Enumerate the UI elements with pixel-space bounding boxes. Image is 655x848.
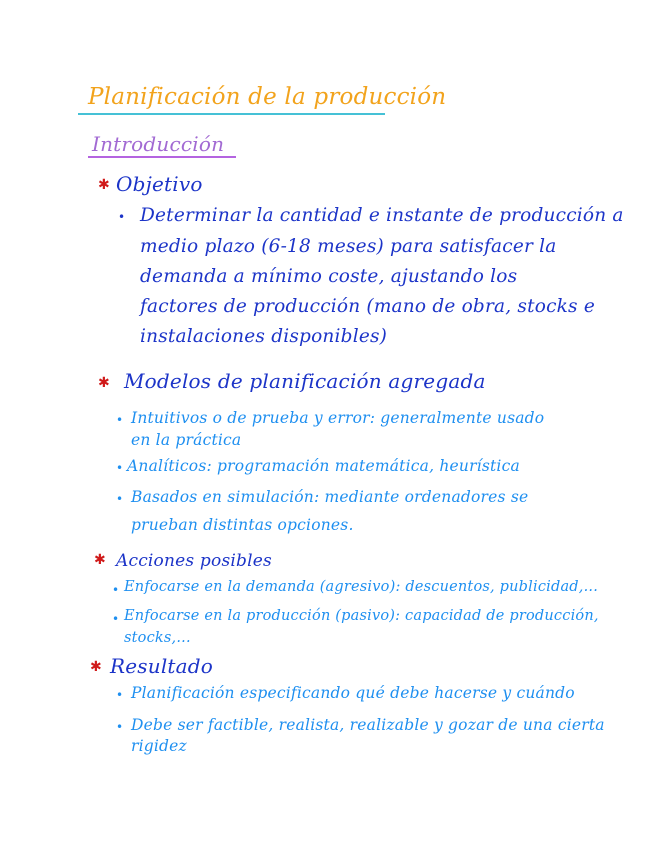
objetivo-line-4: factores de producción (mano de obra, stocks e <box>140 296 595 317</box>
bullet-dot-icon: • <box>116 461 124 475</box>
modelos-item-1-line-1: Intuitivos o de prueba y error: generalmente usado <box>131 409 545 427</box>
objetivo-line-1: Determinar la cantidad e instante de producción a <box>140 205 624 226</box>
subtitle-underline <box>88 156 236 158</box>
objetivo-line-3: demanda a mínimo coste, ajustando los <box>140 266 518 287</box>
resultado-item-2-line-1: Debe ser factible, realista, realizable y gozar de una cierta <box>131 716 605 734</box>
acciones-item-2-line-1: Enfocarse en la producción (pasivo): capacidad de producción, <box>124 608 599 624</box>
red-bullet-icon: ✱ <box>98 177 110 193</box>
modelos-item-1-line-2: en la práctica <box>131 431 242 449</box>
modelos-item-2-line-1: Analíticos: programación matemática, heurística <box>127 457 520 475</box>
page-title: Planificación de la producción <box>88 84 447 110</box>
acciones-item-2-line-2: stocks,... <box>124 630 191 646</box>
modelos-item-3-line-2: prueban distintas opciones. <box>131 516 354 534</box>
bullet-dot-icon: • <box>118 210 126 224</box>
bullet-dot-icon: • <box>112 583 120 597</box>
acciones-item-1-line-1: Enfocarse en la demanda (agresivo): descuentos, publicidad,... <box>124 579 599 595</box>
resultado-item-2-line-2: rigidez <box>131 737 187 755</box>
bullet-dot-icon: • <box>116 720 124 734</box>
heading-acciones: Acciones posibles <box>116 551 272 571</box>
objetivo-line-5: instalaciones disponibles) <box>140 326 388 347</box>
heading-modelos: Modelos de planificación agregada <box>124 369 486 393</box>
red-bullet-icon: ✱ <box>90 659 102 675</box>
section-title-introduccion: Introducción <box>92 132 225 156</box>
objetivo-line-2: medio plazo (6-18 meses) para satisfacer la <box>140 236 557 257</box>
heading-resultado: Resultado <box>110 654 214 678</box>
bullet-dot-icon: • <box>116 688 124 702</box>
bullet-dot-icon: • <box>112 612 120 626</box>
modelos-item-3-line-1: Basados en simulación: mediante ordenadores se <box>131 488 529 506</box>
bullet-dot-icon: • <box>116 413 124 427</box>
red-bullet-icon: ✱ <box>98 375 110 391</box>
resultado-item-1-line-1: Planificación especificando qué debe hacerse y cuándo <box>131 684 575 702</box>
heading-objetivo: Objetivo <box>116 172 203 196</box>
title-underline <box>78 113 385 115</box>
red-bullet-icon: ✱ <box>94 552 106 568</box>
bullet-dot-icon: • <box>116 492 124 506</box>
